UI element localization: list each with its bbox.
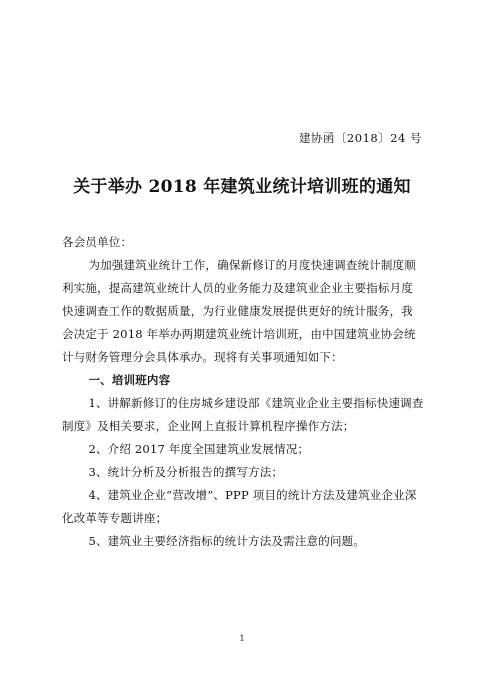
list-item: 4、建筑业企业“营改增”、PPP 项目的统计方法及建筑业企业深化改革等专题讲座； — [62, 488, 417, 525]
section-heading: 一、培训班内容 — [88, 373, 171, 387]
document-number: 建协函〔2018〕24 号 — [298, 131, 422, 145]
page-number: 1 — [239, 634, 245, 643]
list-item: 1、讲解新修订的住房城乡建设部《建筑业企业主要指标快速调查制度》及相关要求，企业网上直报计算机程序操作方法； — [62, 396, 424, 433]
list-item: 3、统计分析及分析报告的撰写方法； — [88, 465, 284, 479]
salutation: 各会员单位： — [62, 235, 133, 249]
document-body — [62, 231, 424, 553]
document-title: 关于举办 2018 年建筑业统计培训班的通知 — [73, 177, 411, 197]
intro-paragraph: 为加强建筑业统计工作，确保新修订的月度快速调查统计制度顺利实施，提高建筑业统计人员的业务能力及建筑业企业主要指标月度快速调查工作的数据质量，为行业健康发展提供更好的统计服务，我会决定于 2018 年举办两期建筑业统计培训班，由中国建筑业协会统计与财务管理分会具体承办。现将有关事项通知如下： — [62, 258, 417, 364]
list-item: 5、建筑业主要经济指标的统计方法及需注意的问题。 — [88, 534, 366, 548]
list-item: 2、介绍 2017 年度全国建筑业发展情况； — [88, 442, 310, 456]
